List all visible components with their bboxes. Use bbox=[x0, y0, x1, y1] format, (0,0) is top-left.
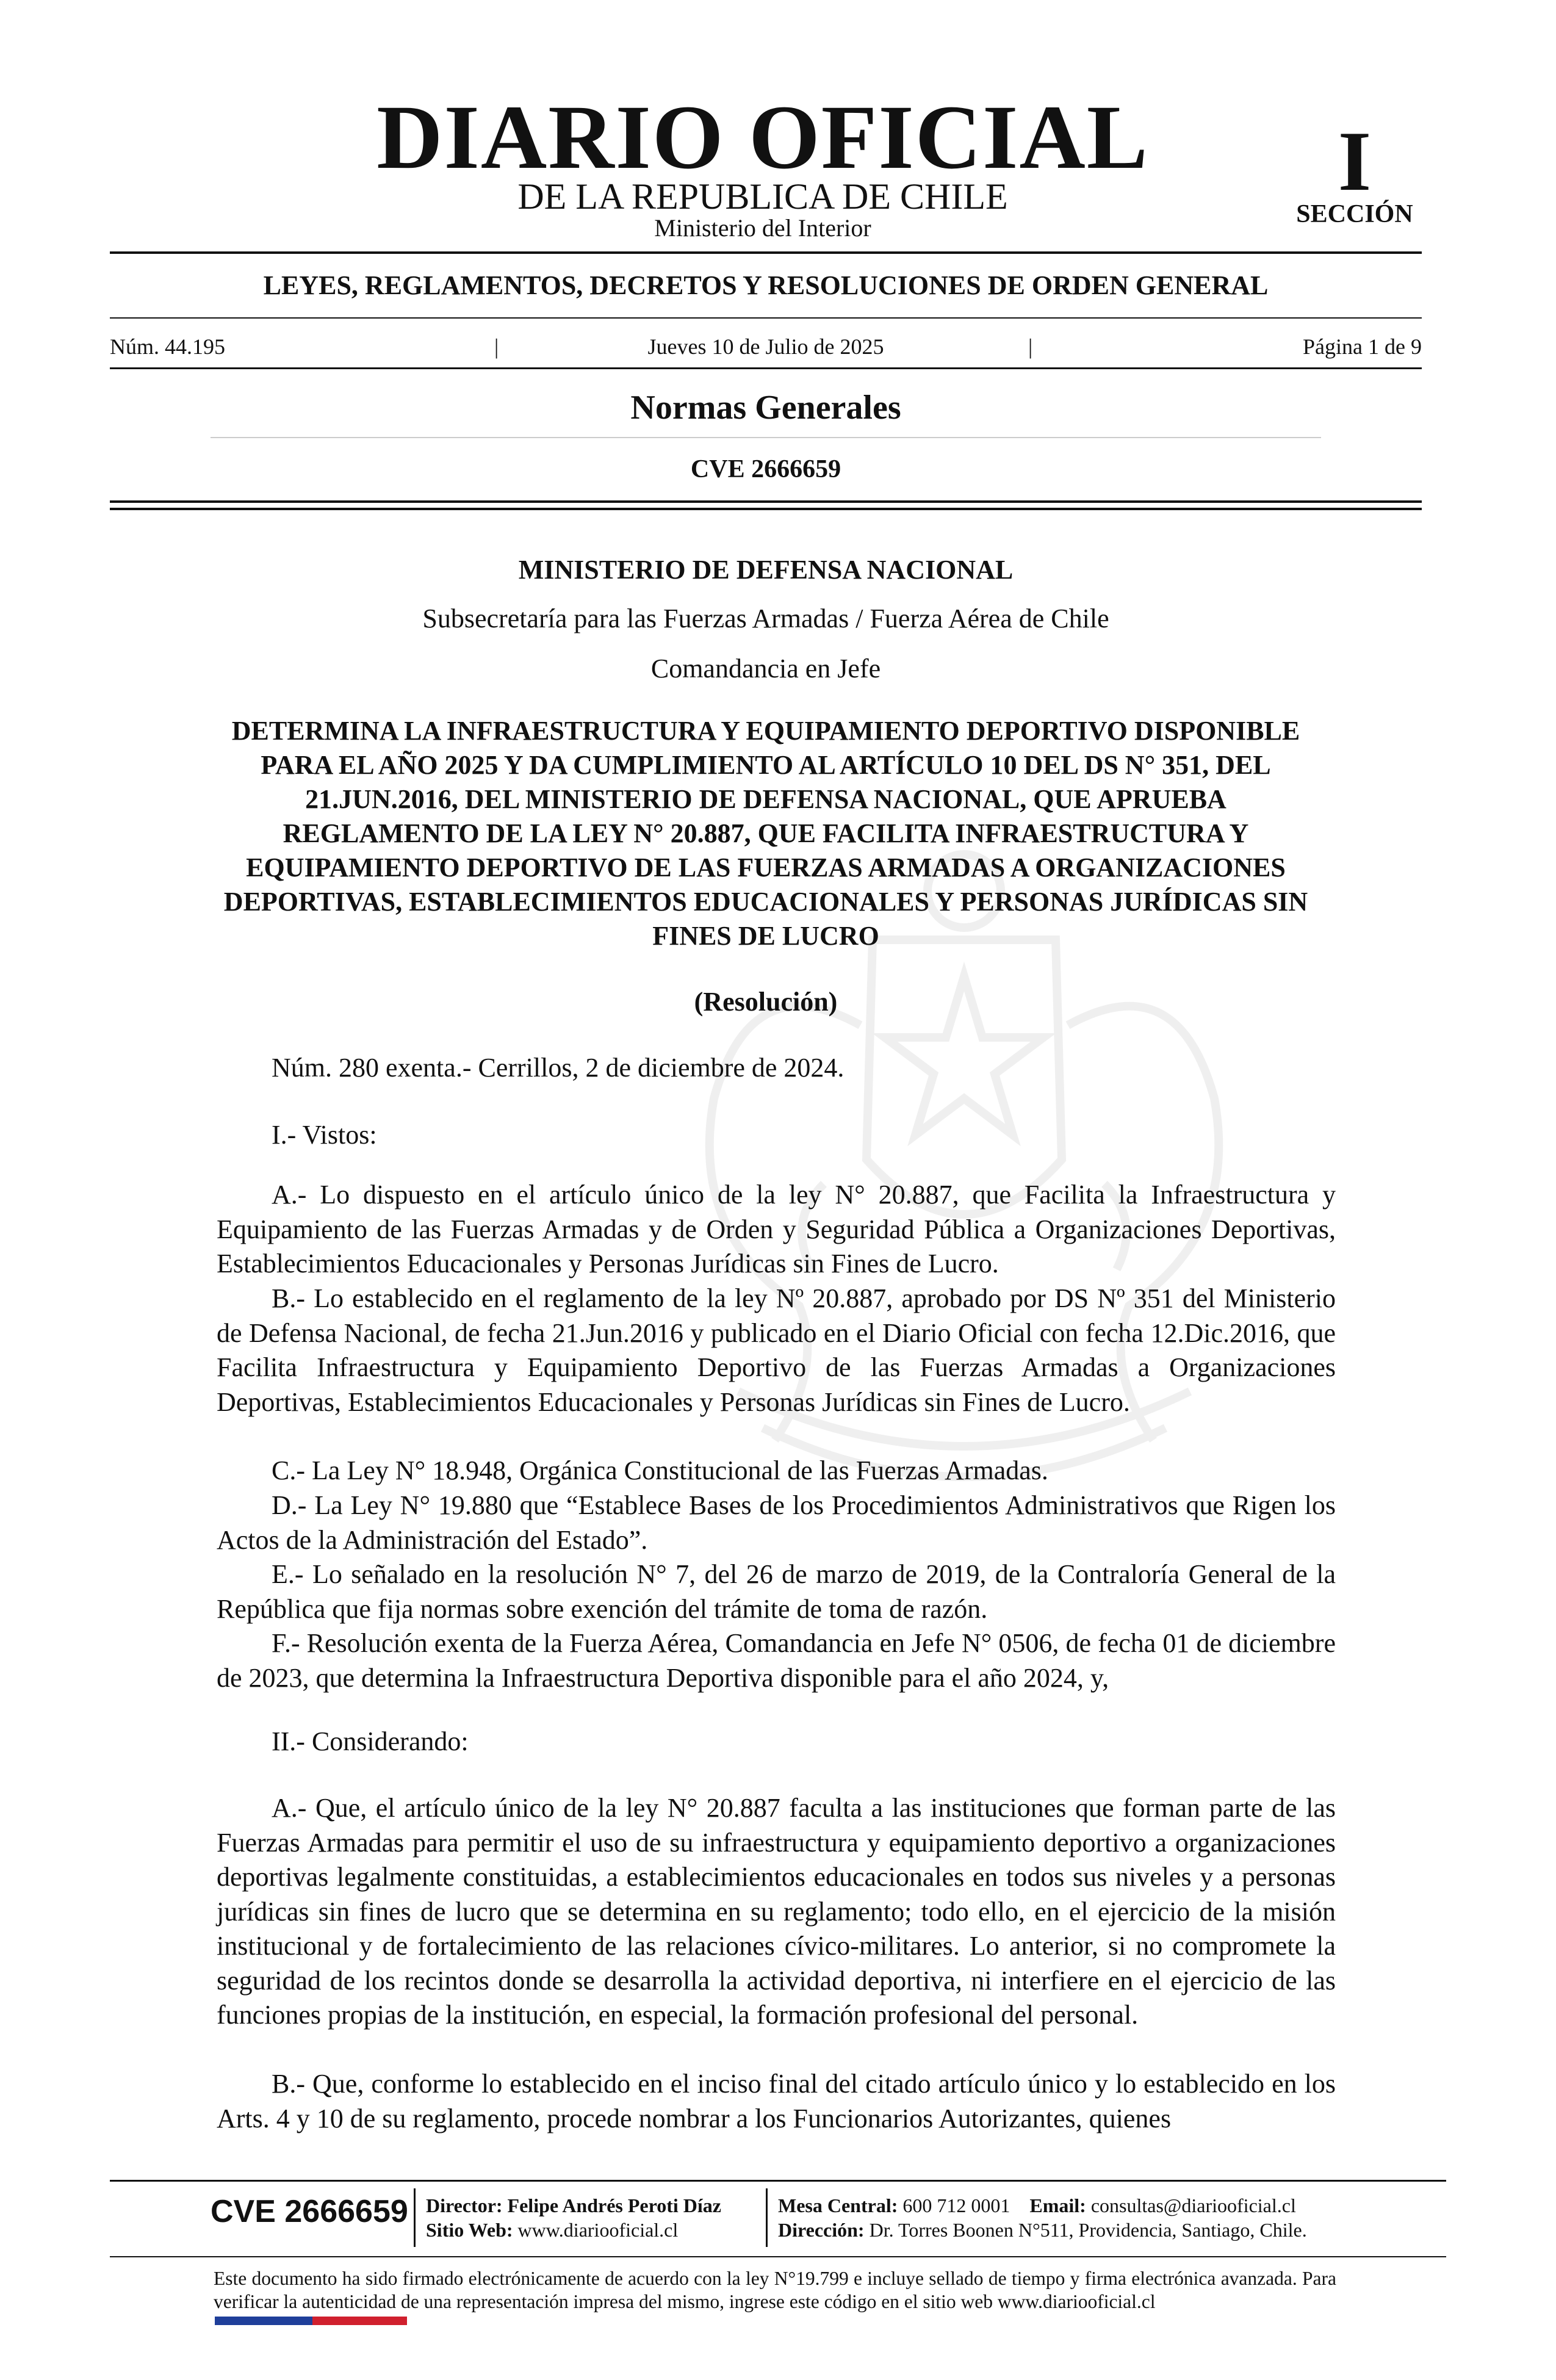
vistos-a: A.- Lo dispuesto en el artículo único de la ley N° 20.887, que Facilita la Infraestructura y Equipamiento de las Fuerzas Armadas y de Orden y Seguridad Pública a Organizaciones Deportivas, Establecimientos Educacionales y Personas Jurídicas sin Fines de Lucro. bbox=[217, 1180, 1336, 1278]
footer-divider bbox=[414, 2188, 416, 2247]
issue-page: Página 1 de 9 bbox=[1303, 334, 1422, 359]
address-label: Dirección: bbox=[778, 2219, 865, 2241]
section-number: I bbox=[1338, 114, 1372, 209]
document-title: DETERMINA LA INFRAESTRUCTURA Y EQUIPAMIENTO DEPORTIVO DISPONIBLE PARA EL AÑO 2025 Y DA CUMPLIMIENTO AL ARTÍCULO 10 DEL DS N° 351, DEL 21.JUN.2016, DEL MINISTERIO DE DEFENSA NACIONAL, QUE APRUEBA REGLAMENTO DE LA LEY N° 20.887, QUE FACILITA INFRAESTRUCTURA Y EQUIPAMIENTO DEPORTIVO DE LAS FUERZAS ARMADAS A ORGANIZACIONES DEPORTIVAS, ESTABLECIMIENTOS EDUCACIONALES Y PERSONAS JURÍDICAS SIN FINES DE LUCRO bbox=[223, 716, 1308, 951]
section-label: SECCIÓN bbox=[1296, 200, 1413, 228]
masthead-title: DIARIO OFICIAL bbox=[376, 87, 1149, 188]
considerando-b: B.- Que, conforme lo establecido en el inciso final del citado artículo único y lo establecido en los Arts. 4 y 10 de su reglamento, procede nombrar a los Funcionarios Autorizantes, quienes bbox=[217, 2069, 1336, 2133]
vistos-b: B.- Lo establecido en el reglamento de la ley Nº 20.887, aprobado por DS Nº 351 del Ministerio de Defensa Nacional, de fecha 21.Jun.2016 y publicado en el Diario Oficial con fecha 12.Dic.2016, que Facilita Infraestructura y Equipamiento Deportivo de las Fuerzas Armadas a Organizaciones Deportivas, Establecimientos Educacionales y Personas Jurídicas sin Fines de Lucro. bbox=[217, 1283, 1336, 1417]
footer-divider bbox=[766, 2188, 768, 2247]
masthead-rule bbox=[110, 251, 1422, 254]
email-address[interactable]: consultas@diariooficial.cl bbox=[1090, 2194, 1296, 2216]
double-rule-top bbox=[110, 500, 1422, 503]
issue-number: Núm. 44.195 bbox=[110, 334, 225, 359]
vistos-c: C.- La Ley N° 18.948, Orgánica Constitucional de las Fuerzas Armadas. bbox=[272, 1455, 1048, 1485]
double-rule-bottom bbox=[110, 508, 1422, 510]
section-heading-rule bbox=[211, 437, 1321, 438]
issue-separator: | bbox=[494, 334, 499, 359]
masthead-subtitle: DE LA REPUBLICA DE CHILE bbox=[517, 176, 1008, 217]
comandancia: Comandancia en Jefe bbox=[650, 654, 881, 683]
phone-label: Mesa Central: bbox=[778, 2194, 898, 2216]
director-label: Director: bbox=[426, 2194, 503, 2216]
phone-number: 600 712 0001 bbox=[902, 2194, 1010, 2216]
issuing-ministry: MINISTERIO DE DEFENSA NACIONAL bbox=[518, 555, 1014, 585]
web-label: Sitio Web: bbox=[426, 2219, 513, 2241]
footer-rule bbox=[110, 2180, 1446, 2182]
footer-cve-code: CVE 2666659 bbox=[211, 2194, 408, 2229]
cve-code: CVE 2666659 bbox=[690, 455, 841, 483]
signature-note: Este documento ha sido firmado electrónicamente de acuerdo con la ley N°19.799 e incluye sellado de tiempo y firma electrónica avanzada. Para verificar la autenticidad de una representación impresa del mismo, ingrese este código en el sitio web www.diariooficial.cl bbox=[214, 2268, 1336, 2312]
subsecretaria: Subsecretaría para las Fuerzas Armadas / Fuerza Aérea de Chile bbox=[422, 604, 1109, 633]
email-label: Email: bbox=[1029, 2194, 1086, 2216]
issue-separator: | bbox=[1028, 334, 1033, 359]
issue-rule bbox=[110, 367, 1422, 369]
issue-date: Jueves 10 de Julio de 2025 bbox=[647, 334, 884, 359]
flag-stripe-red bbox=[312, 2317, 407, 2325]
footer-director-block bbox=[426, 2193, 721, 2242]
document-type: (Resolución) bbox=[694, 987, 838, 1017]
vistos-e: E.- Lo señalado en la resolución N° 7, del 26 de marzo de 2019, de la Contraloría General de la República que fija normas sobre exención del trámite de toma de razón. bbox=[217, 1559, 1336, 1624]
resolution-number: Núm. 280 exenta.- Cerrillos, 2 de diciembre de 2024. bbox=[272, 1053, 845, 1083]
web-url[interactable]: www.diariooficial.cl bbox=[517, 2219, 679, 2241]
vistos-heading: I.- Vistos: bbox=[272, 1120, 377, 1150]
address: Dr. Torres Boonen N°511, Providencia, Santiago, Chile. bbox=[869, 2219, 1307, 2241]
vistos-f: F.- Resolución exenta de la Fuerza Aérea, Comandancia en Jefe N° 0506, de fecha 01 de diciembre de 2023, que determina la Infraestructura Deportiva disponible para el año 2024, y, bbox=[217, 1628, 1336, 1693]
director-name: Felipe Andrés Peroti Díaz bbox=[507, 2194, 721, 2216]
considerando-heading: II.- Considerando: bbox=[272, 1726, 469, 1756]
footer-contact-block bbox=[778, 2193, 1307, 2242]
masthead-ministry: Ministerio del Interior bbox=[654, 214, 871, 242]
considerando-a: A.- Que, el artículo único de la ley N° 20.887 faculta a las instituciones que forman parte de las Fuerzas Armadas para permitir el uso de su infraestructura y equipamiento deportivo a organizaciones deportivas legalmente constituidas, a establecimientos educacionales en todos sus niveles y a personas jurídicas sin fines de lucro que se determina en su reglamento; todo ello, en el ejercicio de la misión institucional y de fortalecimiento de las relaciones cívico-militares. Lo anterior, si no compromete la seguridad de los recintos donde se desarrolla la actividad deportiva, ni interfiere en el ejercicio de las funciones propias de la institución, en especial, la formación profesional del personal. bbox=[217, 1793, 1336, 2030]
footer-rule-bottom bbox=[110, 2256, 1446, 2257]
issue-info-row bbox=[110, 334, 1422, 359]
law-banner: LEYES, REGLAMENTOS, DECRETOS Y RESOLUCIONES DE ORDEN GENERAL bbox=[263, 270, 1269, 300]
vistos-d: D.- La Ley N° 19.880 que “Establece Bases de los Procedimientos Administrativos que Rigen los Actos de la Administración del Estado”. bbox=[217, 1490, 1336, 1555]
section-heading: Normas Generales bbox=[630, 389, 901, 427]
flag-stripe-blue bbox=[215, 2317, 312, 2325]
banner-rule bbox=[110, 317, 1422, 319]
